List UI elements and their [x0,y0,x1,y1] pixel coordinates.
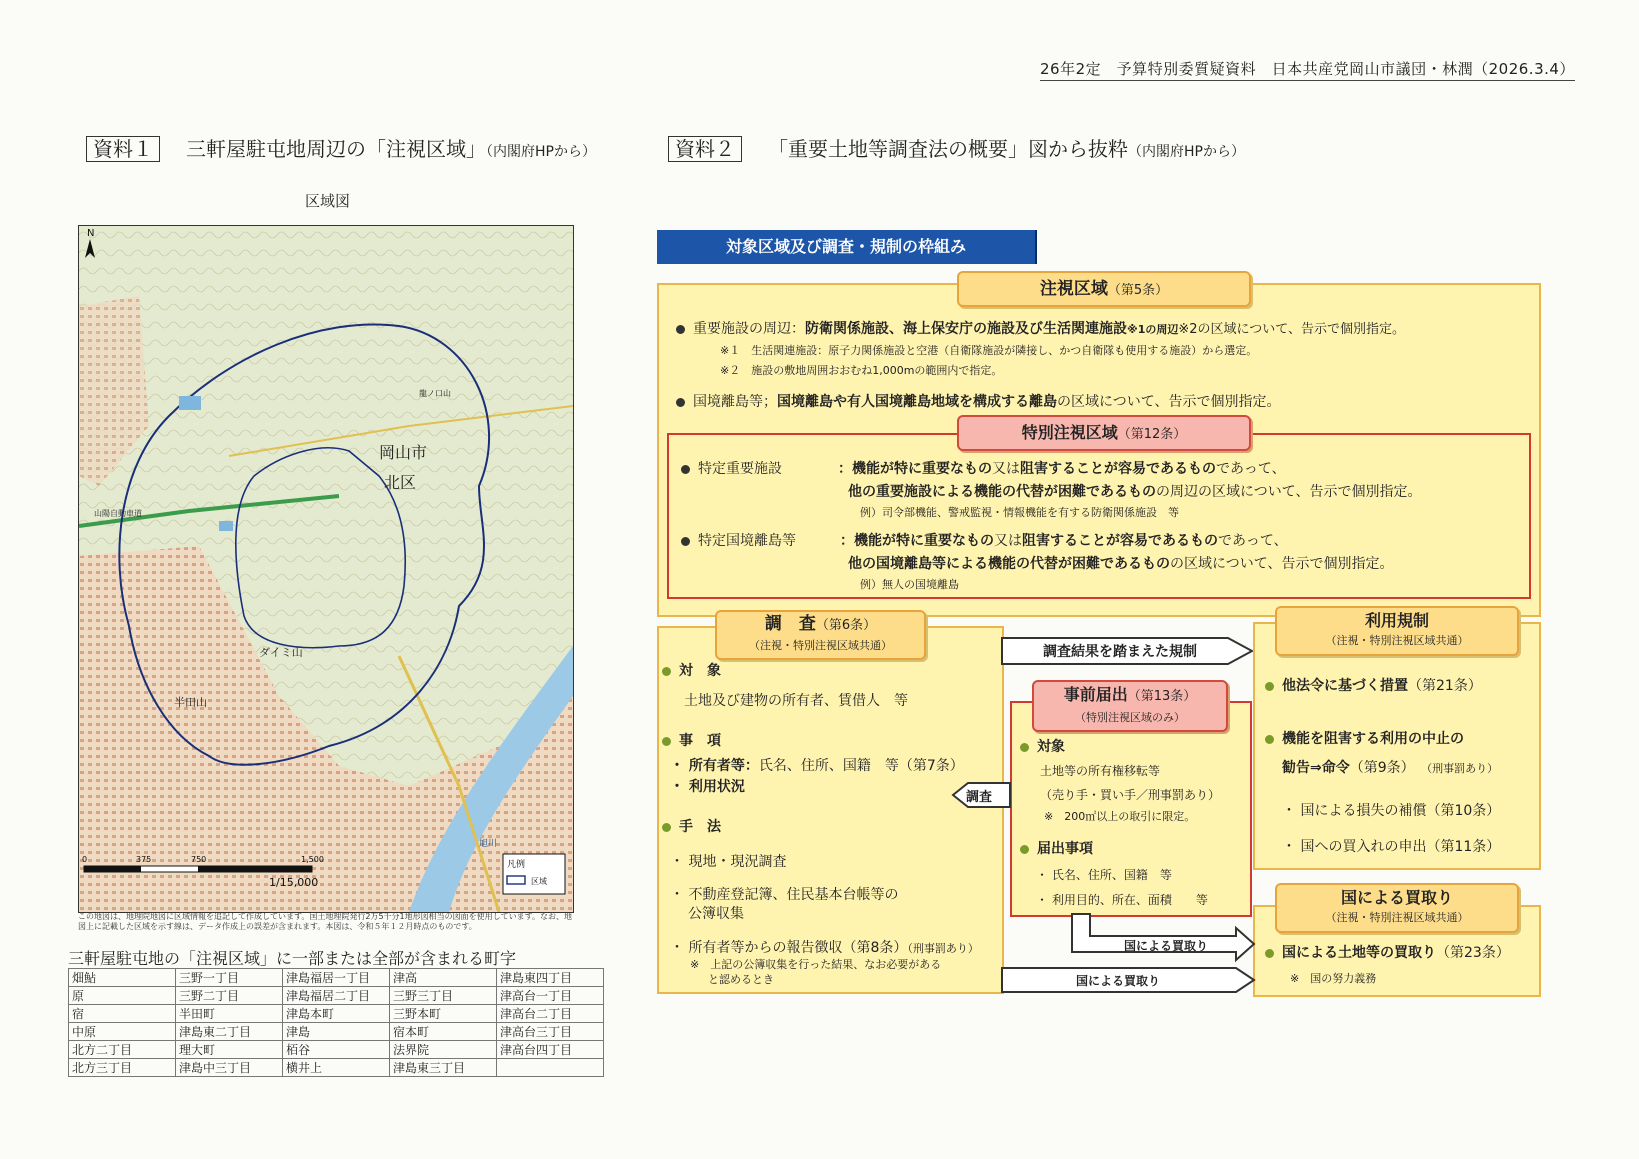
riyou-label [1275,606,1519,656]
left-title-note: （内閣府HPから） [486,144,596,160]
jizen-h2-text: 届出事項 [1037,841,1093,857]
map-footnote: この地図は、地理院地図に区域情報を追記して作成しています。国土地理院発行2万5千分1地形図相当の図面を使用しています。なお、地図上に記載した区域を示す線は、データ作成上の誤差が含まれます。本図は、令和５年１２月時点のものです。 [78,912,572,931]
table-cell: 北方三丁目 [69,1059,176,1077]
bullet-icon [662,823,671,832]
tokubetsu-item1-example: 例）司令部機能、警戒監視・情報機能を有する防衛関係施設 等 [860,506,1179,519]
chosa-label-text: 調 査 [764,614,816,634]
chosa-t3a: ・ 現地・現況調査 [670,854,787,870]
riyou-i2c: （第9条） [1349,760,1415,776]
arrow-kisei-label: 調査結果を踏まえた規制 [1043,644,1197,660]
table-cell: 津高台二丁目 [497,1005,604,1023]
jizen-label [1032,680,1228,732]
kaitori-label-text: 国による買取り [1340,888,1453,907]
table-cell: 宿 [69,1005,176,1023]
table-cell: 津島福居二丁目 [283,987,390,1005]
chosa-t2a-text: 氏名、住所、国籍 等（第7条） [758,758,964,774]
chosa-t3b1: ・ 不動産登記簿、住民基本台帳等の [670,887,899,903]
kaitori-label [1275,883,1519,933]
chushi-line2-c: の区域について、告示で個別指定。 [1057,394,1281,410]
jizen-t1c: ※ 200㎡以上の取引に限定。 [1044,810,1196,823]
chosa-h1 [662,660,721,680]
table-row [69,969,604,987]
table-row [69,1023,604,1041]
chosa-sub: （注視・特別注視区域共通） [749,639,892,652]
riyou-i1-text: 他法令に基づく措置 [1282,678,1408,694]
jizen-t2b: ・ 利用目的、所在、面積 等 [1036,893,1208,907]
bullet-icon [662,737,671,746]
scale-label-0: 0 [82,855,88,864]
arrow-kaitori1-label: 国による買取り [1124,939,1209,953]
tokubetsu-item2-line2 [848,553,1393,573]
chosa-h1-text: 対 象 [679,663,721,679]
chushi-line2-a: 国境離島等； [693,394,777,410]
table-row [69,1005,604,1023]
chosa-art: （第6条） [815,618,877,633]
bullet-icon [1265,949,1274,958]
table-cell: 原 [69,987,176,1005]
item2-l1a: ：機能が特に重要なもの [840,533,994,549]
chosa-t1: 土地及び建物の所有者、賃借人 等 [684,693,908,709]
jizen-label-text: 事前届出 [1063,685,1128,704]
scale-label-750: 750 [191,855,207,864]
item2-l2a: 他の国境離島等による機能の代替が困難であるもの [848,556,1170,572]
tokubetsu-art: （第12条） [1117,427,1187,442]
map-title: 区域図 [305,192,351,210]
bullet-icon [681,465,690,474]
chushi-line1-b: 防衛関係施設、海上保安庁の施設及び生活関連施設 [805,321,1127,337]
item1-l1d: であって、 [1216,461,1286,477]
kaitori-i1 [1265,942,1510,962]
tokubetsu-item2-example: 例）無人の国境離島 [860,578,959,591]
jizen-t2a: ・ 氏名、住所、国籍 等 [1036,868,1172,882]
riyou-i1 [1265,675,1482,695]
right-title-text: 「重要土地等調査法の概要」図から抜粋 [768,137,1128,161]
chushi-label [957,271,1251,307]
towns-table-title: 三軒屋駐屯地の「注視区域」に一部または全部が含まれる町字 [68,949,517,968]
table-cell: 津島福居一丁目 [283,969,390,987]
table-cell: 津島本町 [283,1005,390,1023]
table-row [69,1059,604,1077]
chushi-line1-c: ※1の周辺 [1127,323,1179,336]
bullet-icon [1265,682,1274,691]
bullet-icon [676,325,685,334]
chushi-line2 [676,391,1280,411]
riyou-i3: ・ 国による損失の補償（第10条） [1282,803,1501,819]
scale-label-1500: 1,500 [301,855,324,864]
table-cell: 津高台一丁目 [497,987,604,1005]
riyou-i2a-text: 機能を阻害する利用の中止の [1282,731,1464,747]
map-graphic [79,226,573,912]
map-label-okayama: 岡山市 [379,443,428,462]
item2-l1b: 又は [994,533,1022,549]
document-header: 26年2定 予算特別委質疑資料 日本共産党岡山市議団・林潤（2026.3.4） [1040,58,1575,81]
jizen-sub: （特別注視区域のみ） [1075,711,1185,724]
chosa-h3-text: 手 法 [679,819,721,835]
table-cell: 三野一丁目 [176,969,283,987]
chushi-line1-d: ※2の区域について、告示で個別指定。 [1178,322,1406,337]
riyou-i1-art: （第21条） [1408,678,1482,694]
map-label-kitaku: 北区 [384,473,417,492]
chosa-t3d1: ※ 上記の公簿収集を行った結果、なお必要がある [690,958,942,971]
tokubetsu-item1-line1 [838,458,1286,478]
chosa-label [715,610,926,660]
jizen-t1: 土地等の所有権移転等 [1040,764,1161,778]
jizen-art: （第13条） [1127,689,1197,704]
map-label-daimi: ダイミ山 [259,646,303,659]
chushi-line1 [676,318,1405,338]
table-cell: 津島東三丁目 [390,1059,497,1077]
riyou-i2d: （刑事罰あり） [1426,762,1499,775]
chosa-t3d2: と認めるとき [708,973,774,986]
tokubetsu-item2-name [681,530,796,550]
chosa-t3c-note: （刑事罰あり） [907,942,979,955]
chosa-t3b2: 公簿収集 [688,906,744,922]
tokubetsu-label-text: 特別注視区域 [1021,423,1118,442]
table-cell: 津島 [283,1023,390,1041]
tokubetsu-label [957,415,1251,451]
table-cell: 北方二丁目 [69,1041,176,1059]
riyou-i2a [1265,728,1464,748]
table-cell: 畑鮎 [69,969,176,987]
chushi-line1-a: 重要施設の周辺： [693,321,805,337]
chosa-h3 [662,816,721,836]
table-cell: 津高台四丁目 [497,1041,604,1059]
riyou-i4: ・ 国への買入れの申出（第11条） [1282,839,1501,855]
right-title-note: （内閣府HPから） [1128,144,1245,160]
jizen-h1-text: 対象 [1037,739,1065,755]
area-map [78,225,574,913]
table-cell: 栢谷 [283,1041,390,1059]
towns-table [68,968,604,1077]
item1-l1a: ：機能が特に重要なもの [838,461,992,477]
chushi-art: （第5条） [1107,283,1169,298]
chushi-note2: ※２ 施設の敷地周囲おおむね1,000mの範囲内で指定。 [720,364,1003,377]
item1-l2b: の周辺の区域について、告示で個別指定。 [1156,484,1422,500]
item1-l1b: 又は [992,461,1020,477]
item2-l2b: の区域について、告示で個別指定。 [1170,556,1394,572]
tokubetsu-item1-name [681,458,782,478]
left-section-title [86,133,596,162]
kaitori-i1-text: 国による土地等の買取り [1282,945,1436,961]
arrow-kaitori2-label: 国による買取り [1076,974,1161,988]
chosa-h2 [662,730,721,750]
table-cell: 三野二丁目 [176,987,283,1005]
item2-l1c: 阻害することが容易であるもの [1022,533,1218,549]
table-cell: 津高 [390,969,497,987]
tokubetsu-item2-line1 [840,530,1288,550]
table-row [69,1041,604,1059]
kaitori-note: ※ 国の努力義務 [1290,972,1377,985]
framework-title: 対象区域及び調査・規制の枠組み [657,230,1037,264]
bullet-icon [1020,743,1029,752]
bullet-icon [1020,845,1029,854]
chosa-h2-text: 事 項 [679,733,721,749]
bullet-icon [662,667,671,676]
right-section-title [668,133,1245,162]
scale-label-375: 375 [136,855,152,864]
north-label: N [87,228,95,239]
right-title-tag: 資料２ [668,136,742,162]
chosa-t3c-text: ・ 所有者等からの報告徴収（第8条） [670,940,908,956]
table-cell: 三野本町 [390,1005,497,1023]
map-label-expressway: 山陽自動車道 [94,509,142,518]
chushi-note1: ※１ 生活関連施設：原子力関係施設と空港（自衛隊施設が隣接し、かつ自衛隊も使用する施設）から選定。 [720,344,1258,357]
item2-name-text: 特定国境離島等 [698,533,796,549]
kaitori-i1-art: （第23条） [1436,945,1510,961]
left-title-text: 三軒屋駐屯地周辺の「注視区域」 [186,137,486,161]
bullet-icon [1265,735,1274,744]
table-row [69,987,604,1005]
riyou-label-text: 利用規制 [1364,611,1429,630]
tokubetsu-item1-line2 [848,481,1421,501]
riyou-sub: （注視・特別注視区域共通） [1325,634,1469,647]
map-label-handa: 半田山 [174,696,207,709]
table-cell: 津島東四丁目 [497,969,604,987]
jizen-t1b: （売り手・買い手／刑事罰あり） [1040,788,1221,802]
map-label-tatsunokuchi: 龍ノ口山 [419,389,451,398]
chosa-t2b: ・ 利用状況 [670,779,745,795]
arrow-chosa-label: 調査 [966,790,993,805]
table-cell: 宿本町 [390,1023,497,1041]
item1-l2a: 他の重要施設による機能の代替が困難であるもの [848,484,1156,500]
riyou-i2b [1282,757,1498,777]
table-cell: 半田町 [176,1005,283,1023]
table-cell: 津島中三丁目 [176,1059,283,1077]
table-cell: 中原 [69,1023,176,1041]
chosa-t2a-label: ・ 所有者等： [670,758,759,774]
chushi-label-text: 注視区域 [1039,279,1108,299]
riyou-i2b-text: 勧告⇒命令 [1282,760,1350,776]
chosa-t3c [670,937,979,957]
kaitori-sub: （注視・特別注視区域共通） [1325,911,1469,924]
table-cell: 理大町 [176,1041,283,1059]
chushi-line2-b: 国境離島や有人国境離島地域を構成する離島 [777,394,1057,410]
chosa-t2a [670,755,964,775]
item1-l1c: 阻害することが容易であるもの [1020,461,1216,477]
jizen-h1 [1020,736,1065,756]
item2-l1d: であって、 [1218,533,1288,549]
legend-item: 区域 [531,877,547,886]
bullet-icon [676,398,685,407]
legend-title: 凡例 [507,860,526,870]
table-cell [497,1059,604,1077]
table-cell: 三野三丁目 [390,987,497,1005]
table-cell: 津島東二丁目 [176,1023,283,1041]
jizen-h2 [1020,838,1093,858]
left-title-tag: 資料１ [86,136,160,162]
map-label-asahi: 旭川 [479,839,498,849]
scale-ratio: 1/15,000 [269,876,319,889]
table-cell: 法界院 [390,1041,497,1059]
item1-name-text: 特定重要施設 [698,461,782,477]
table-cell: 津高台三丁目 [497,1023,604,1041]
bullet-icon [681,537,690,546]
table-cell: 横井上 [283,1059,390,1077]
